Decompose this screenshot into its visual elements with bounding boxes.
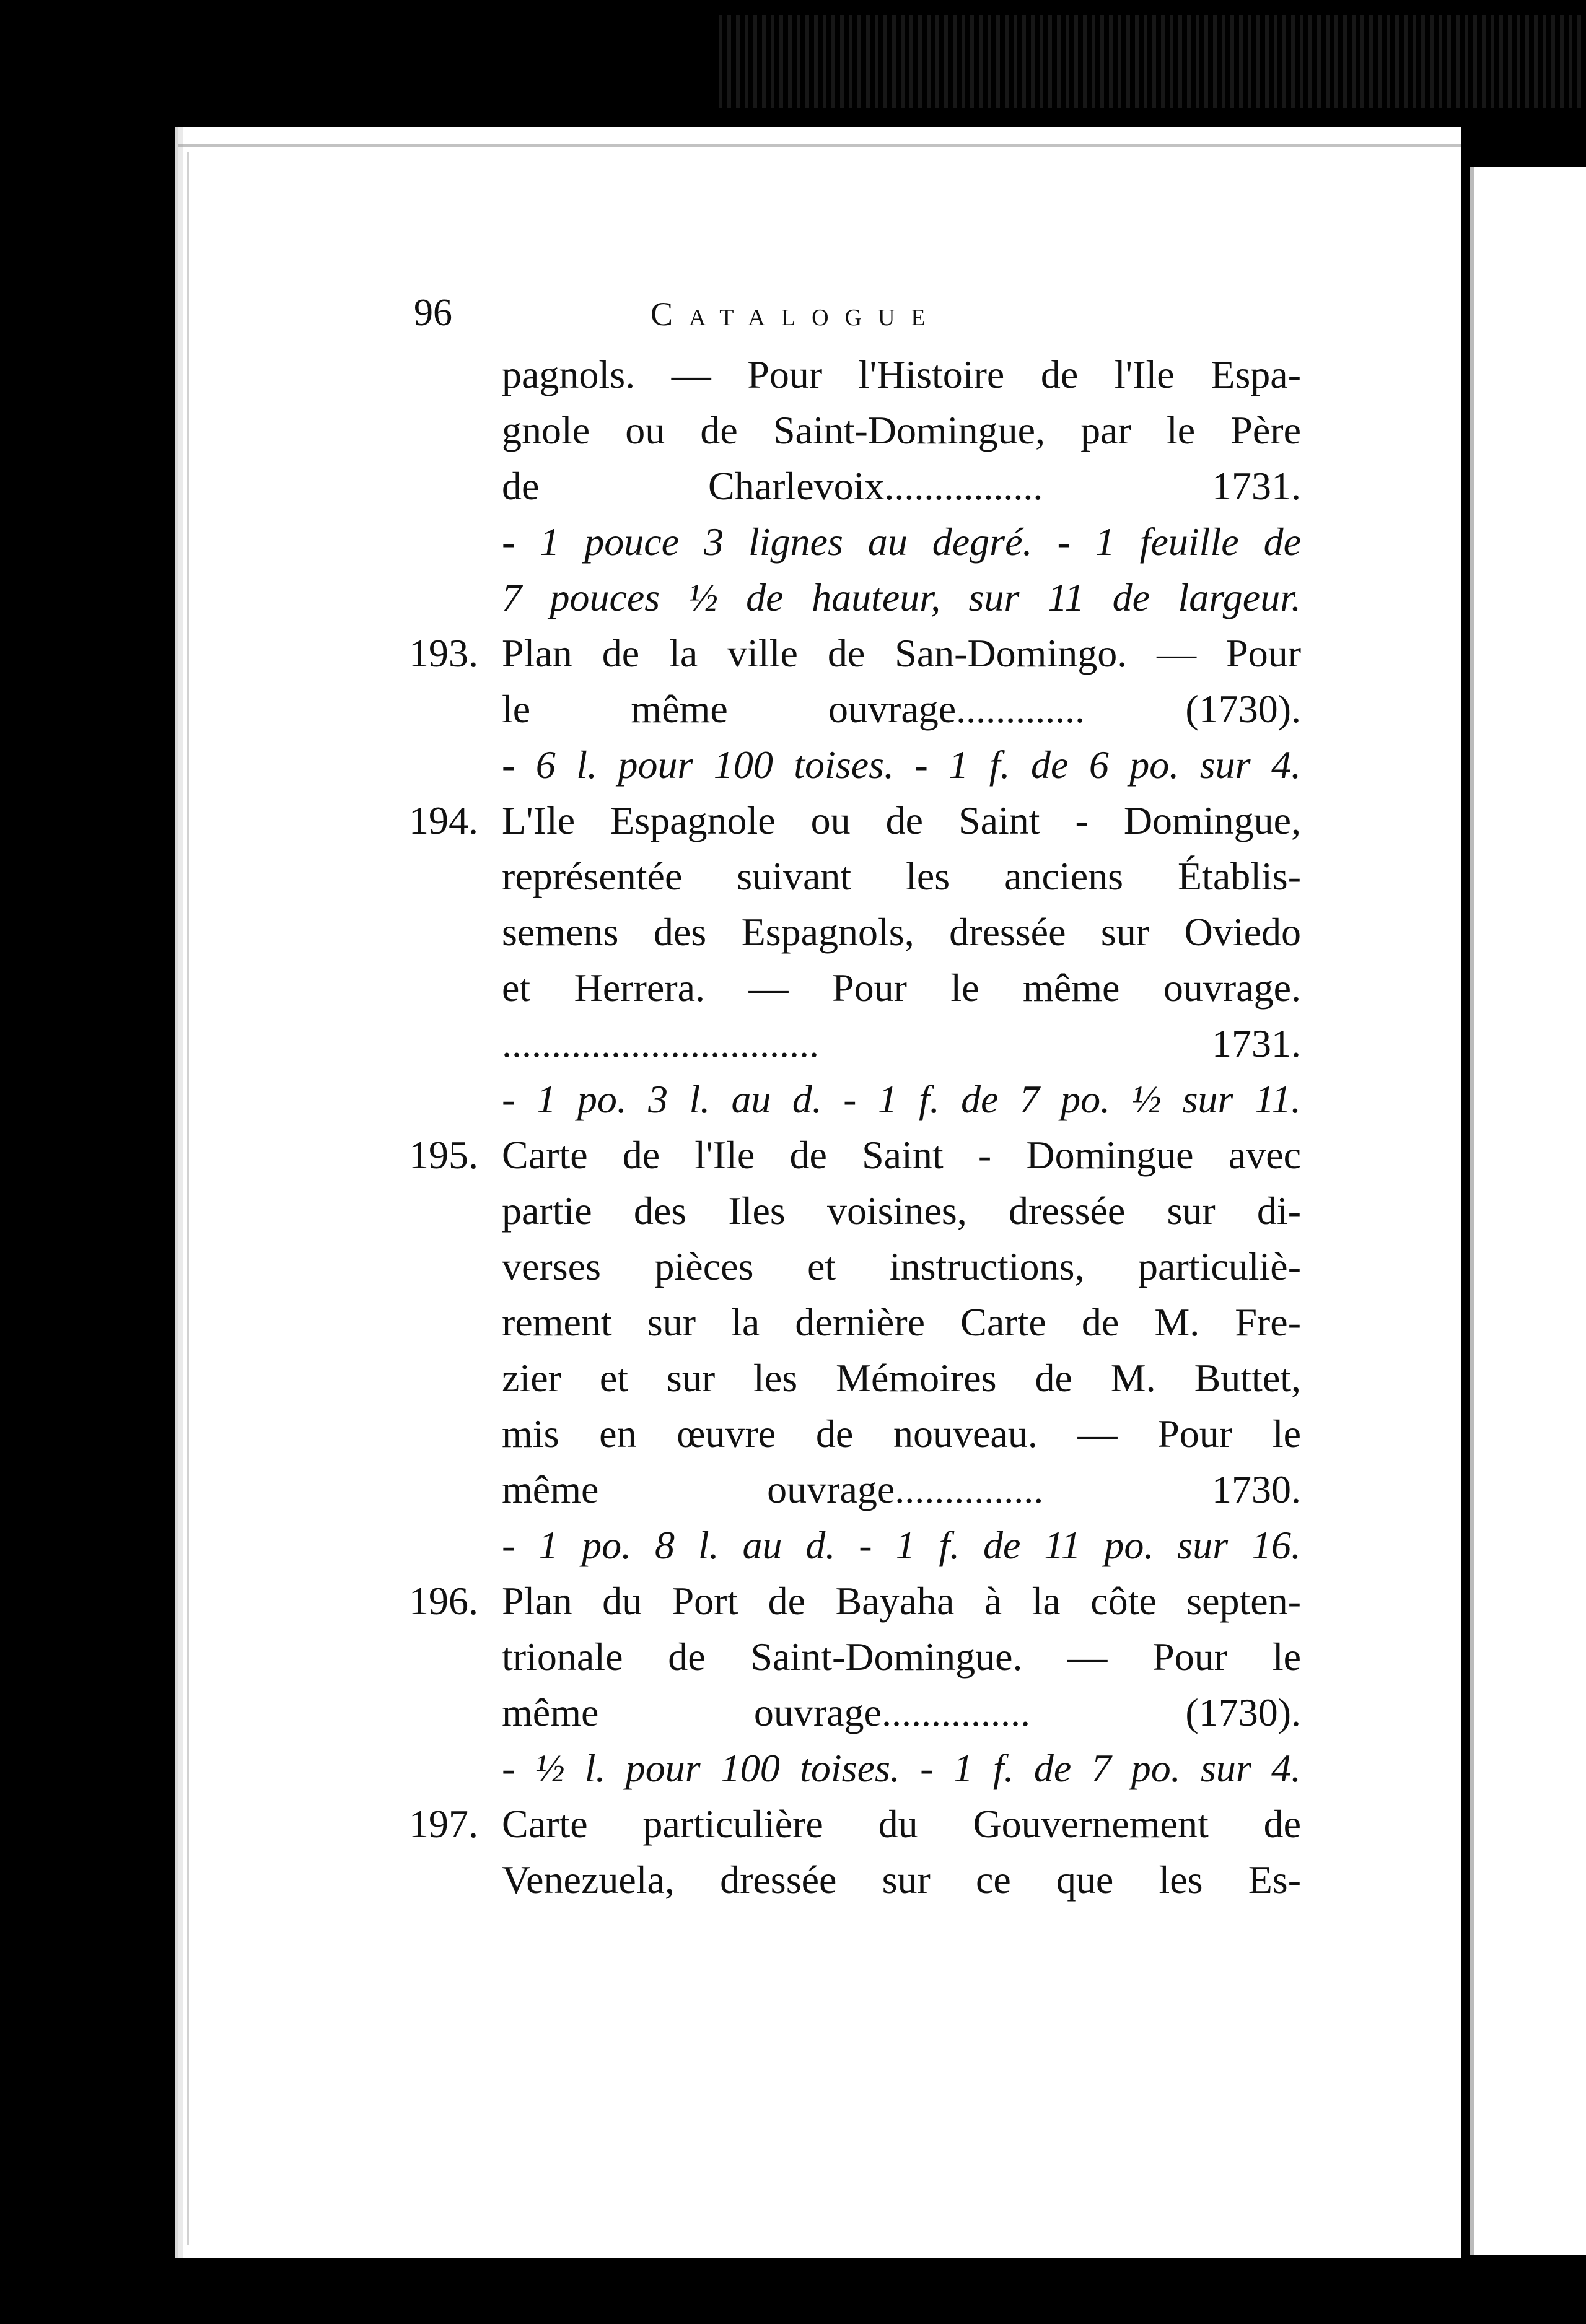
text-line — [446, 960, 1301, 1016]
text-line — [446, 1183, 1301, 1239]
entry-text: zier et sur les Mémoires de M. Buttet, — [502, 1356, 1301, 1400]
text-line — [446, 1016, 1301, 1072]
catalogue-text — [409, 347, 1301, 1908]
entry-text: partie des Iles voisines, dressée sur di- — [502, 1189, 1301, 1233]
page-title: Catalogue — [651, 295, 942, 333]
facing-page-edge — [1470, 167, 1586, 2255]
text-line — [446, 458, 1301, 514]
map-scale-line: 7 pouces ½ de hauteur, sur 11 de largeur. — [502, 575, 1301, 619]
entry-first-line — [409, 1796, 1301, 1852]
map-scale-line: - ½ l. pour 100 toises. - 1 f. de 7 po. sur 4. — [502, 1746, 1301, 1790]
entry-text: gnole ou de Saint-Domingue, par le Père — [502, 408, 1301, 452]
text-line — [446, 1462, 1301, 1518]
entry-text: verses pièces et instructions, particuliè- — [502, 1244, 1301, 1288]
text-line — [446, 403, 1301, 458]
text-line — [446, 1741, 1301, 1796]
text-line — [446, 1350, 1301, 1406]
scan-background-texture — [719, 15, 1586, 108]
entry-number: 197. — [409, 1802, 478, 1846]
entry-text: Carte de l'Ile de Saint - Domingue avec — [502, 1133, 1301, 1177]
text-line — [446, 1406, 1301, 1462]
text-line — [446, 849, 1301, 904]
entry-text: rement sur la dernière Carte de M. Fre- — [502, 1300, 1301, 1344]
entry-number: 196. — [409, 1579, 478, 1623]
map-scale-line: - 1 pouce 3 lignes au degré. - 1 feuille de — [502, 520, 1301, 564]
entry-number: 193. — [409, 631, 478, 675]
text-line — [446, 347, 1301, 403]
page-number: 96 — [414, 292, 452, 334]
entry-text: le même ouvrage............. (1730). — [502, 687, 1301, 731]
entry-text: Carte particulière du Gouvernement de — [502, 1802, 1301, 1846]
entry-text: de Charlevoix................ 1731. — [502, 464, 1301, 508]
entry-text: semens des Espagnols, dressée sur Oviedo — [502, 910, 1301, 954]
map-scale-line: - 1 po. 8 l. au d. - 1 f. de 11 po. sur 16. — [502, 1523, 1301, 1567]
entry-text: trionale de Saint-Domingue. — Pour le — [502, 1635, 1301, 1679]
entry-first-line — [409, 626, 1301, 681]
entry-text: pagnols. — Pour l'Histoire de l'Ile Espa- — [502, 352, 1301, 396]
entry-first-line — [409, 793, 1301, 849]
text-line — [446, 1629, 1301, 1685]
text-line — [446, 1518, 1301, 1573]
entry-text: et Herrera. — Pour le même ouvrage. — [502, 966, 1301, 1010]
text-line — [446, 1685, 1301, 1741]
entry-text: Plan de la ville de San-Domingo. — Pour — [502, 631, 1301, 675]
page-edge-left — [187, 152, 189, 2245]
entry-text: même ouvrage............... 1730. — [502, 1467, 1301, 1511]
text-line — [446, 737, 1301, 793]
text-line — [446, 1852, 1301, 1908]
text-line — [446, 1295, 1301, 1350]
entry-text: ................................ 1731. — [502, 1021, 1301, 1065]
text-line — [446, 1239, 1301, 1295]
text-line — [446, 904, 1301, 960]
entry-text: mis en œuvre de nouveau. — Pour le — [502, 1412, 1301, 1456]
entry-text: représentée suivant les anciens Établis- — [502, 854, 1301, 898]
entry-text: L'Ile Espagnole ou de Saint - Domingue, — [502, 798, 1301, 842]
entry-first-line — [409, 1127, 1301, 1183]
text-line — [446, 1072, 1301, 1127]
entry-first-line — [409, 1573, 1301, 1629]
entry-number: 195. — [409, 1133, 478, 1177]
map-scale-line: - 6 l. pour 100 toises. - 1 f. de 6 po. sur 4. — [502, 743, 1301, 787]
entry-text: Venezuela, dressée sur ce que les Es- — [502, 1858, 1301, 1902]
entry-text: même ouvrage............... (1730). — [502, 1690, 1301, 1734]
text-line — [446, 570, 1301, 626]
facing-page-gutter — [1470, 167, 1474, 2255]
text-line — [446, 514, 1301, 570]
entry-text: Plan du Port de Bayaha à la côte septen- — [502, 1579, 1301, 1623]
text-line — [446, 681, 1301, 737]
map-scale-line: - 1 po. 3 l. au d. - 1 f. de 7 po. ½ sur 11. — [502, 1077, 1301, 1121]
page-edge-top — [178, 144, 1461, 147]
running-head — [414, 291, 1294, 341]
entry-number: 194. — [409, 798, 478, 842]
